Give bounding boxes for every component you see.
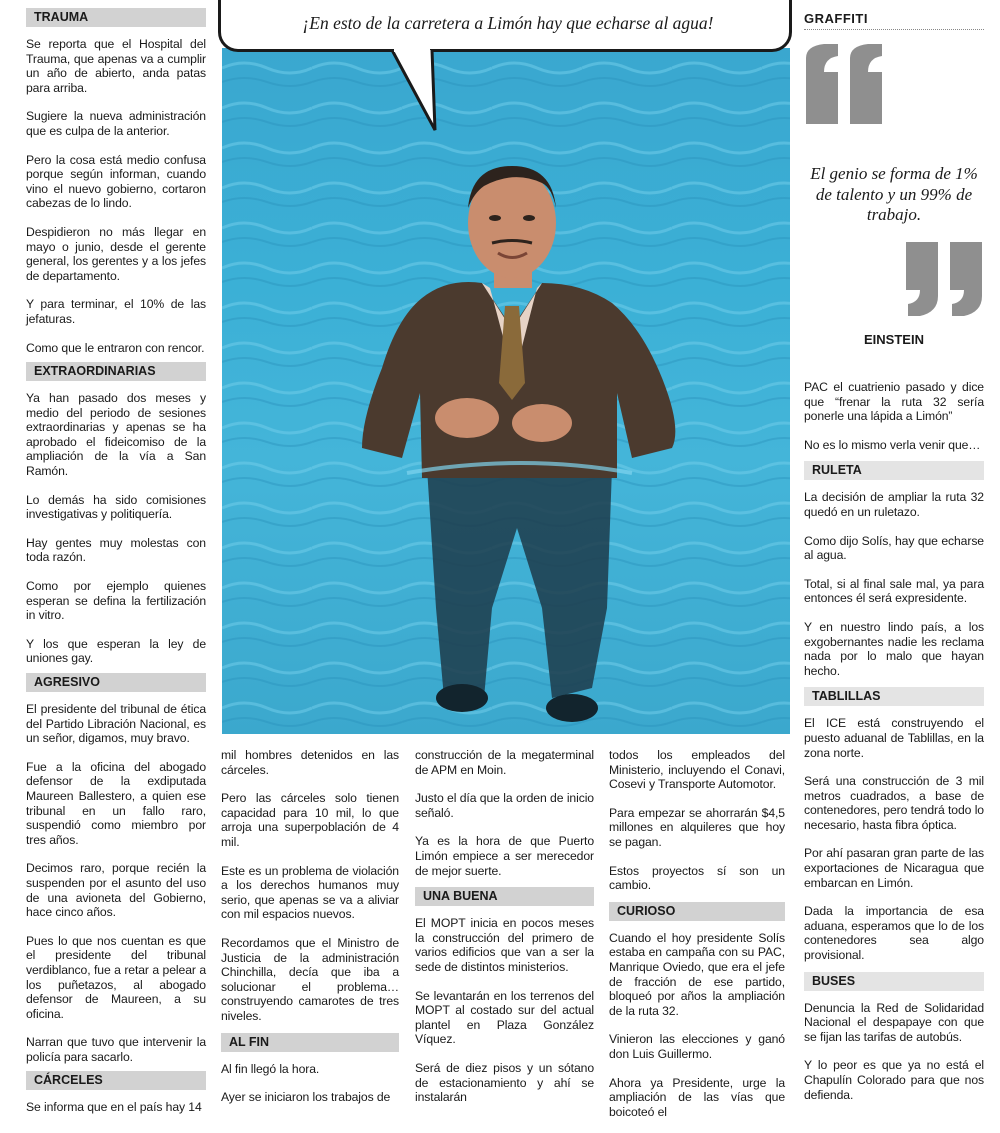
speech-bubble-tail: [390, 40, 460, 135]
section-header-ruleta: RULETA: [804, 461, 984, 480]
man-in-pool-illustration: [222, 48, 790, 734]
paragraph: Ya han pasado dos meses y medio del periodo de sesiones extraordinarias y apenas se ha aprobado el fideicomiso de la ampliación de la vía a San Ramón.: [26, 391, 206, 479]
section-header-al-fin: AL FIN: [221, 1033, 399, 1052]
paragraph: Total, si al final sale mal, ya para entonces él será expresidente.: [804, 576, 984, 606]
paragraph: Narran que tuvo que intervenir la policía para sacarlo.: [26, 1035, 206, 1064]
paragraph: Despidieron no más llegar en mayo o junio, desde el gerente general, los gerentes y a los jefes de departamento.: [26, 224, 206, 283]
paragraph: El MOPT inicia en pocos meses la construcción del primero de varios edificios que van a ser la sede de distintos ministerios.: [415, 916, 594, 974]
paragraph: El ICE está construyendo el puesto aduanal de Tablillas, en la zona norte.: [804, 716, 984, 760]
column-5: [804, 380, 984, 1116]
paragraph: Sugiere la nueva administración que es culpa de la anterior.: [26, 109, 206, 138]
paragraph: Denuncia la Red de Solidaridad Nacional el despapaye con que se fijan las tarifas de autobús.: [804, 1000, 984, 1044]
section-header-tablillas: TABLILLAS: [804, 687, 984, 706]
paragraph: Cuando el hoy presidente Solís estaba en campaña con su PAC, Manrique Oviedo, que era el jefe de fracción de ese partido, bloqueó por años la ampliación de la ruta 32.: [609, 930, 785, 1018]
paragraph: Este es un problema de violación a los derechos humanos muy serio, que apenas se va a aliviar con mil espacios nuevos.: [221, 863, 399, 922]
paragraph: Pero la cosa está medio confusa porque según informan, cuando vino el nuevo gobierno, cortaron cabezas de lo lindo.: [26, 152, 206, 211]
paragraph: Y en nuestro lindo país, a los exgobernantes nadie les reclama nada por lo malo que hayan hecho.: [804, 619, 984, 678]
section-header-trauma: TRAUMA: [26, 8, 206, 27]
paragraph: construcción de la megaterminal de APM en Moin.: [415, 748, 594, 777]
section-header-una-buena: UNA BUENA: [415, 887, 594, 906]
paragraph: Pero las cárceles solo tienen capacidad para 10 mil, lo que arroja una superpoblación de 4 mil.: [221, 791, 399, 849]
paragraph: Será de diez pisos y un sótano de estacionamiento y ahí se instalarán: [415, 1060, 594, 1105]
paragraph: Al fin llegó la hora.: [221, 1061, 320, 1076]
section-header-extraordinarias: EXTRAORDINARIAS: [26, 362, 206, 381]
paragraph: Estos proyectos sí son un cambio.: [609, 863, 785, 893]
section-header-buses: BUSES: [804, 972, 984, 991]
paragraph: Y para terminar, el 10% de las jefaturas.: [26, 297, 206, 326]
paragraph: Lo demás ha sido comisiones investigativas y politiquería.: [26, 492, 206, 522]
section-header-carceles: CÁRCELES: [26, 1071, 206, 1090]
paragraph: Recordamos que el Ministro de Justicia de la administración Chinchilla, decía que iba a solucionar el problema… construyendo camarotes de tres niveles.: [221, 935, 399, 1023]
section-header-curioso: CURIOSO: [609, 902, 785, 921]
column-2: [221, 748, 399, 1119]
paragraph: Ahora ya Presidente, urge la ampliación de las vías que boicoteó el: [609, 1075, 785, 1119]
column-4: [609, 748, 785, 1133]
graffiti-title: GRAFFITI: [804, 11, 868, 26]
paragraph: Y lo peor es que ya no está el Chapulín Colorado para que nos defienda.: [804, 1058, 984, 1102]
paragraph: Por ahí pasaran gran parte de las exportaciones de Nicaragua que embarcan en Limón.: [804, 846, 984, 890]
paragraph: Vinieron las elecciones y ganó don Luis Guillermo.: [609, 1032, 785, 1061]
speech-bubble: [218, 0, 792, 52]
paragraph: El presidente del tribunal de ética del Partido Libración Nacional, es un señor, digamos, muy bravo.: [26, 702, 206, 746]
paragraph: mil hombres detenidos en las cárceles.: [221, 748, 399, 777]
paragraph: Como por ejemplo quienes esperan se defina la fertilización in vitro.: [26, 579, 206, 623]
paragraph: La decisión de ampliar la ruta 32 quedó en un ruletazo.: [804, 490, 984, 519]
column-3: [415, 748, 594, 1119]
graffiti-quote: El genio se forma de 1% de talento y un 99% de trabajo.: [810, 164, 978, 224]
paragraph: Decimos raro, porque recién la suspenden por el asunto del uso de una avioneta del Gobierno, hace cinco años.: [26, 861, 206, 920]
section-header-agresivo: AGRESIVO: [26, 673, 206, 692]
paragraph: Y los que esperan la ley de uniones gay.: [26, 636, 206, 666]
paragraph: Justo el día que la orden de inicio señaló.: [415, 791, 594, 820]
column-1: [26, 0, 206, 1129]
close-quote-icon: [900, 238, 988, 322]
paragraph: Como que le entraron con rencor.: [26, 340, 205, 355]
paragraph: Dada la importancia de esa aduana, esperamos que lo de los contenedores sea algo provisional.: [804, 904, 984, 963]
paragraph: Pues lo que nos cuentan es que el presidente del tribunal verdiblanco, fue a retar a pelear a los puñetazos, al abogado defensor de Maureen, a su oficina.: [26, 933, 206, 1021]
main-photo: [222, 48, 790, 734]
paragraph: todos los empleados del Ministerio, incluyendo el Conavi, Cosevi y Transporte Automotor.: [609, 748, 785, 792]
paragraph: Se reporta que el Hospital del Trauma, que apenas va a cumplir un año de abierto, anda patas para arriba.: [26, 37, 206, 95]
speech-bubble-text: ¡En esto de la carretera a Limón hay que echarse al agua!: [302, 13, 714, 33]
paragraph: Será una construcción de 3 mil metros cuadrados, a base de contenedores, pero tendrá todo lo necesario, hasta fibra óptica.: [804, 774, 984, 832]
paragraph: Ya es la hora de que Puerto Limón empiece a ser merecedor de mejor suerte.: [415, 834, 594, 878]
paragraph: Para empezar se ahorrarán $4,5 millones en alquileres que hoy se pagan.: [609, 805, 785, 849]
paragraph: Se levantarán en los terrenos del MOPT al costado sur del actual plantel en Plaza González Víquez.: [415, 988, 594, 1047]
paragraph: Se informa que en el país hay 14: [26, 1100, 202, 1115]
paragraph: Fue a la oficina del abogado defensor de la exdiputada Maureen Ballestero, a quien ese tribunal en un fallo raro, suspendió como miembro por tres años.: [26, 759, 206, 847]
open-quote-icon: [802, 38, 892, 130]
paragraph: PAC el cuatrienio pasado y dice que “frenar la ruta 32 sería ponerle una lápida a Limón”: [804, 380, 984, 424]
graffiti-quote-author: EINSTEIN: [864, 332, 924, 347]
paragraph: Hay gentes muy molestas con toda razón.: [26, 535, 206, 565]
paragraph: Ayer se iniciaron los trabajos de: [221, 1090, 391, 1105]
paragraph: Como dijo Solís, hay que echarse al agua.: [804, 533, 984, 563]
paragraph: No es lo mismo verla venir que…: [804, 437, 981, 452]
